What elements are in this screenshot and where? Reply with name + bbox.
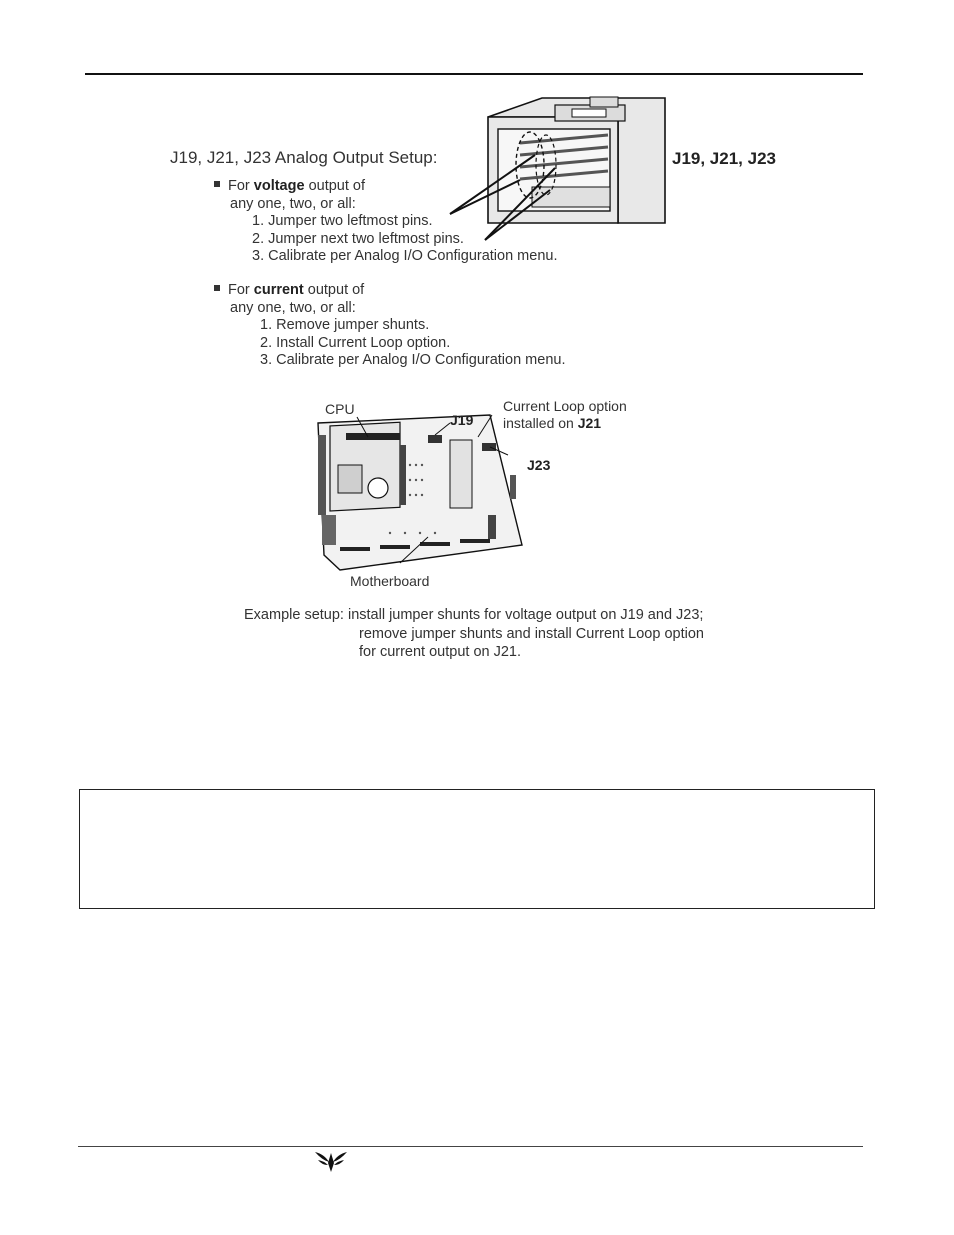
connector-label: J19, J21, J23 [672,149,776,168]
motherboard-label: Motherboard [350,573,430,589]
example-line-3: for current output on J21. [359,644,522,660]
header-rule [85,73,863,75]
example-setup [244,606,704,662]
bullet-icon [214,181,220,187]
voltage-step-1: 1. Jumper two leftmost pins. [252,213,433,229]
bullet-icon [214,285,220,291]
j23-label: J23 [527,457,551,473]
voltage-step-3: 3. Calibrate per Analog I/O Configuration menu. [252,248,558,264]
current-step-2: 2. Install Current Loop option. [260,334,451,351]
footer-rule [78,1146,863,1147]
voltage-keyword: voltage [253,178,305,194]
current-loop-label: Current Loop option installed on J21 [503,398,627,431]
current-line2: any one, two, or all: [230,299,356,316]
teledyne-logo-icon [312,1150,350,1174]
current-instructions: For current output of any one, two, or all: 1. Remove jumper shunts. 2. Install Current Loop option. 3. Calibrate per Analog I/O Configuration menu. [214,282,565,370]
cpu-label: CPU [325,401,355,417]
note-box [79,789,875,909]
motherboard-illustration [310,415,530,585]
current-step-1: 1. Remove jumper shunts. [260,317,430,333]
current-step-3: 3. Calibrate per Analog I/O Configuration menu. [260,352,566,368]
voltage-instructions: For voltage output of any one, two, or all: 1. Jumper two leftmost pins. 2. Jumper next two leftmost pins. 3. Calibrate per Analog I/O Configuration menu. [214,178,557,266]
voltage-line2: any one, two, or all: [230,195,356,212]
example-line-2: remove jumper shunts and install Current Loop option [359,625,704,642]
setup-title: J19, J21, J23 Analog Output Setup: [170,148,438,167]
voltage-step-2: 2. Jumper next two leftmost pins. [252,230,464,247]
example-line-1: Example setup: install jumper shunts for voltage output on J19 and J23; [244,607,704,623]
j19-label: J19 [450,412,474,428]
current-keyword: current [253,282,304,298]
